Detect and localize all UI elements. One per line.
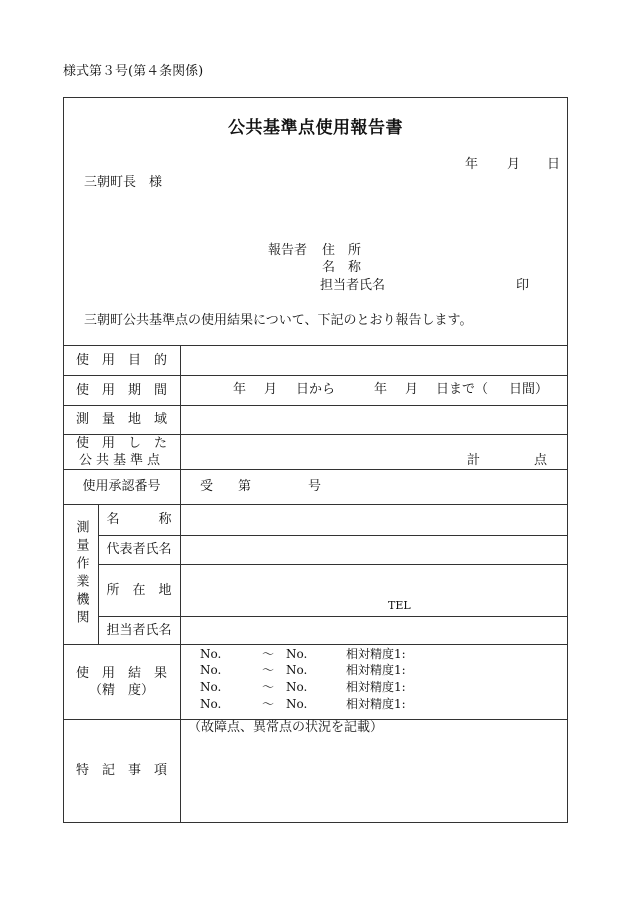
form-number: 様式第３号(第４条関係) — [63, 64, 204, 79]
period-start-day: 日から — [296, 382, 336, 397]
result-to: No. — [286, 680, 308, 694]
organization-label-text: 測量作業機関 — [73, 520, 89, 628]
org-address-label-text: 所 在 地 — [106, 582, 172, 598]
date-year: 年 — [465, 157, 479, 172]
result-to: No. — [286, 647, 308, 661]
results-label-line1: 使 用 結 果 — [75, 665, 167, 681]
area-label-text: 測 量 地 域 — [75, 412, 167, 427]
form-title: 公共基準点使用報告書 — [228, 118, 403, 138]
result-from: No. — [200, 647, 222, 661]
approval-label-text: 使用承認番号 — [82, 479, 161, 494]
result-tilde: 〜 — [262, 697, 275, 711]
notes-label-text: 特 記 事 項 — [75, 763, 167, 778]
points-label-line2: 公共基準点 — [78, 452, 164, 468]
result-from: No. — [200, 680, 222, 694]
result-precision: 相対精度1: — [346, 663, 406, 677]
result-tilde: 〜 — [262, 663, 275, 677]
points-label-line1: 使 用 し た — [75, 435, 167, 451]
reporter-label: 報告者 — [268, 243, 308, 258]
period-days: 日間） — [509, 382, 549, 397]
reporter-address-label: 住 所 — [322, 243, 362, 258]
period-start-year: 年 — [233, 382, 247, 397]
purpose-label — [63, 345, 180, 375]
result-from: No. — [200, 663, 222, 677]
period-end-year: 年 — [374, 382, 388, 397]
org-address-label — [98, 564, 180, 616]
points-total-label: 計 — [467, 453, 481, 468]
result-to: No. — [286, 697, 308, 711]
result-tilde: 〜 — [262, 680, 275, 694]
points-label — [63, 434, 180, 469]
org-contact-label — [98, 616, 180, 644]
org-name-label — [98, 504, 180, 535]
notes-label — [63, 719, 180, 822]
label-column-divider — [180, 345, 181, 822]
results-label-line2: （精 度） — [88, 682, 154, 698]
points-unit: 点 — [534, 453, 548, 468]
org-contact-label-text: 担当者氏名 — [106, 622, 172, 638]
approval-dai: 第 — [238, 479, 252, 494]
org-name-label-text: 名 称 — [106, 512, 172, 527]
result-to: No. — [286, 663, 308, 677]
seal-mark: 印 — [516, 278, 530, 293]
period-label-text: 使 用 期 間 — [75, 382, 167, 398]
reporter-name-label: 名 称 — [322, 260, 362, 275]
period-start-month: 月 — [264, 382, 278, 397]
approval-prefix: 受 — [200, 479, 214, 494]
statement: 三朝町公共基準点の使用結果について、下記のとおり報告します。 — [84, 313, 473, 328]
period-end-month: 月 — [405, 382, 419, 397]
date-day: 日 — [547, 157, 561, 172]
approval-go: 号 — [308, 479, 322, 494]
period-end-day: 日まで（ — [436, 382, 489, 397]
addressee: 三朝町長 様 — [84, 175, 163, 190]
date-month: 月 — [507, 157, 521, 172]
result-from: No. — [200, 697, 222, 711]
notes-instruction: （故障点、異常点の状況を記載） — [188, 720, 384, 735]
result-precision: 相対精度1: — [346, 647, 406, 661]
org-tel-label: TEL — [388, 599, 411, 612]
result-precision: 相対精度1: — [346, 680, 406, 694]
result-tilde: 〜 — [262, 647, 275, 661]
reporter-person-label: 担当者氏名 — [320, 278, 386, 293]
approval-label — [63, 469, 180, 504]
org-representative-label-text: 代表者氏名 — [106, 542, 172, 557]
area-label — [63, 405, 180, 434]
purpose-label-text: 使 用 目 的 — [75, 352, 167, 368]
organization-label — [63, 504, 98, 644]
period-label — [63, 375, 180, 405]
org-representative-label — [98, 535, 180, 564]
result-precision: 相対精度1: — [346, 697, 406, 711]
results-label — [63, 644, 180, 719]
